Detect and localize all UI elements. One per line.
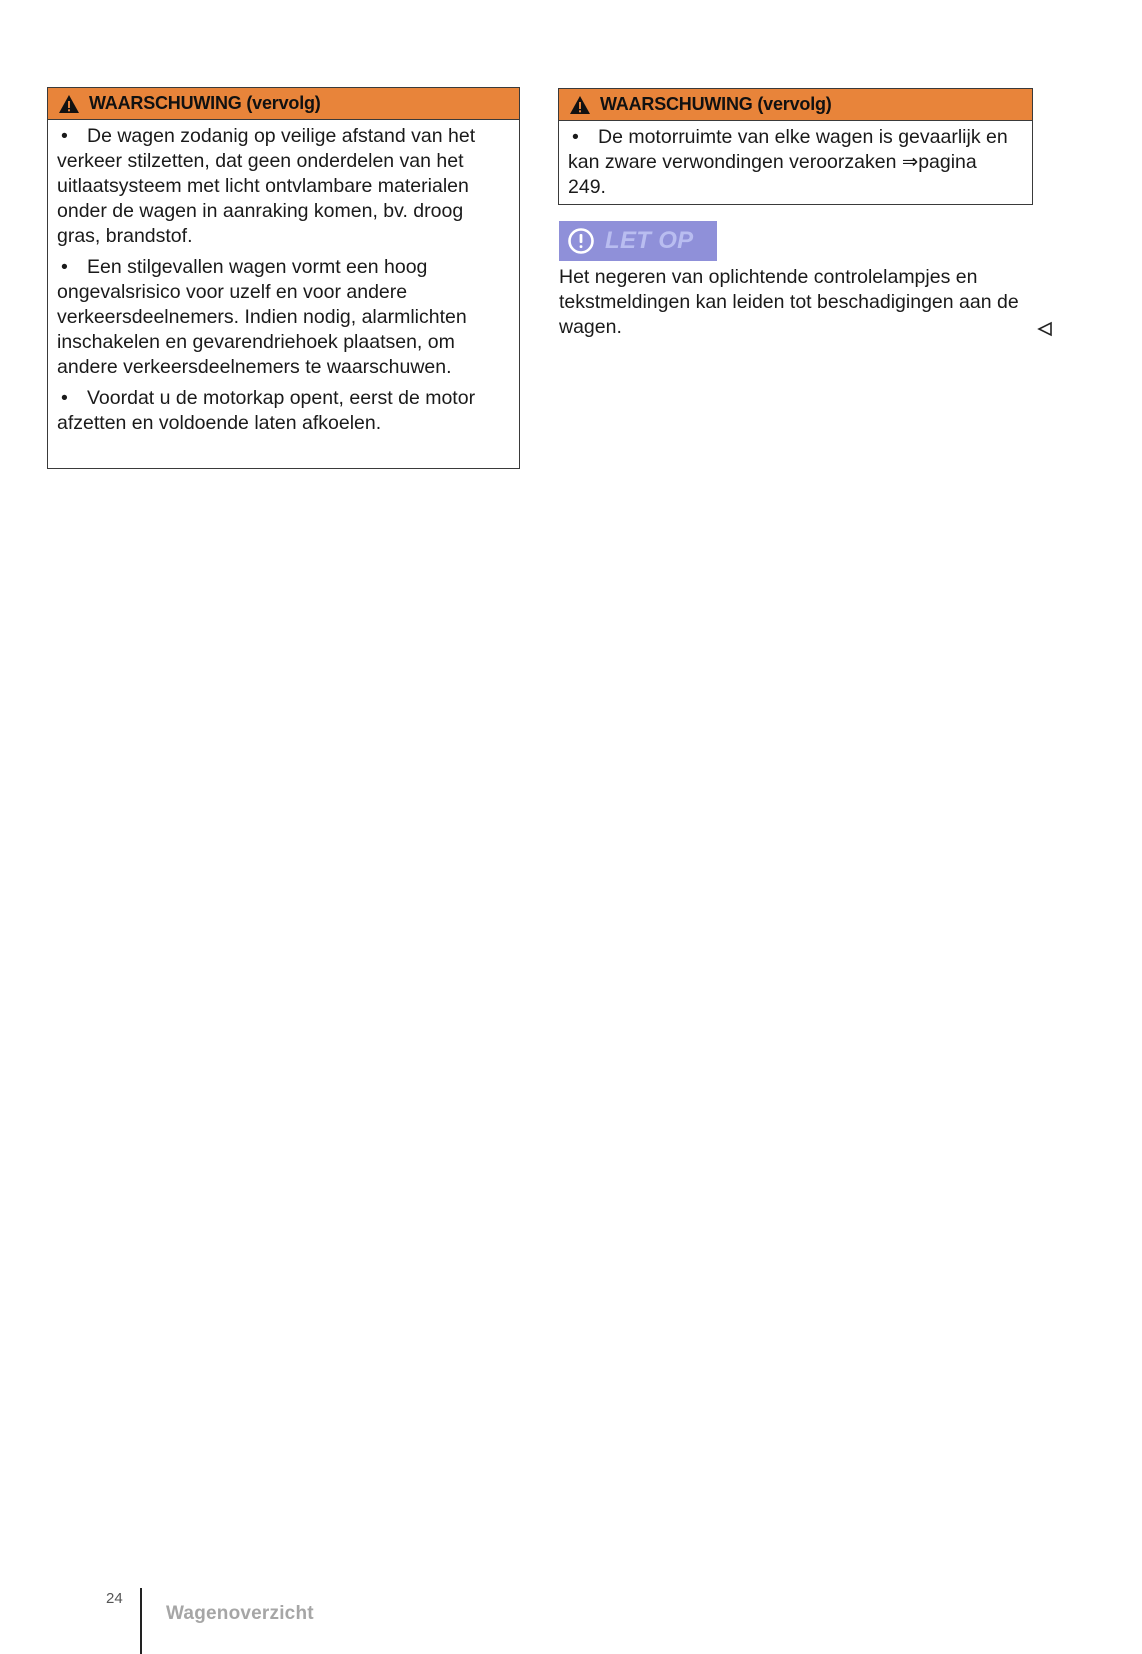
warning-title: WAARSCHUWING (vervolg) (89, 93, 321, 113)
warning-box-left (47, 87, 520, 469)
warning-body (48, 120, 519, 442)
warning-triangle-icon (58, 94, 80, 114)
warning-item: • De wagen zodanig op veilige afstand van het verkeer stilzetten, dat geen onderdelen van het uitlaatsysteem met licht ontvlambare materialen onder de wagen in aanraking komen, bv. droog gras, brandstof. (57, 125, 476, 247)
warning-box-right (558, 88, 1033, 205)
exclamation-circle-icon (567, 227, 595, 255)
triangle-left-icon (1037, 321, 1053, 337)
warning-item-text: De motorruimte van elke wagen is gevaarlijk en kan zware verwondingen veroorzaken ⇒pagina 249. (568, 126, 1008, 198)
warning-item: • Voordat u de motorkap opent, eerst de motor afzetten en voldoende laten afkoelen. (57, 387, 476, 434)
warning-item-text: Een stilgevallen wagen vormt een hoog ongevalsrisico voor uzelf en voor andere verkeersdeelnemers. Indien nodig, alarmlichten inschakelen en gevarendriehoek plaatsen, om andere verkeersdeelnemers te waarschuwen. (57, 256, 467, 378)
page-number: 24 (106, 1590, 123, 1607)
warning-item-text: De wagen zodanig op veilige afstand van het verkeer stilzetten, dat geen onderdelen van het uitlaatsysteem met licht ontvlambare materialen onder de wagen in aanraking komen, bv. droog gras, brandstof. (57, 125, 476, 247)
warning-item-text: Voordat u de motorkap opent, eerst de motor afzetten en voldoende laten afkoelen. (57, 387, 476, 434)
section-title: Wagenoverzicht (166, 1603, 314, 1624)
warning-item: • De motorruimte van elke wagen is gevaarlijk en kan zware verwondingen veroorzaken ⇒pagina 249. (568, 126, 1008, 198)
warning-body (559, 121, 1032, 206)
warning-title: WAARSCHUWING (vervolg) (600, 94, 832, 114)
footer-divider (140, 1588, 142, 1654)
warning-triangle-icon (569, 95, 591, 115)
warning-item: • Een stilgevallen wagen vormt een hoog ongevalsrisico voor uzelf en voor andere verkeersdeelnemers. Indien nodig, alarmlichten inschakelen en gevarendriehoek plaatsen, om andere verkeersdeelnemers te waarschuwen. (57, 256, 467, 378)
note-badge (559, 221, 717, 261)
note-label: LET OP (605, 227, 694, 254)
warning-header (48, 88, 519, 120)
warning-header (559, 89, 1032, 121)
note-text: Het negeren van oplichtende controlelampjes en tekstmeldingen kan leiden tot beschadigingen aan de wagen. (559, 266, 1019, 338)
